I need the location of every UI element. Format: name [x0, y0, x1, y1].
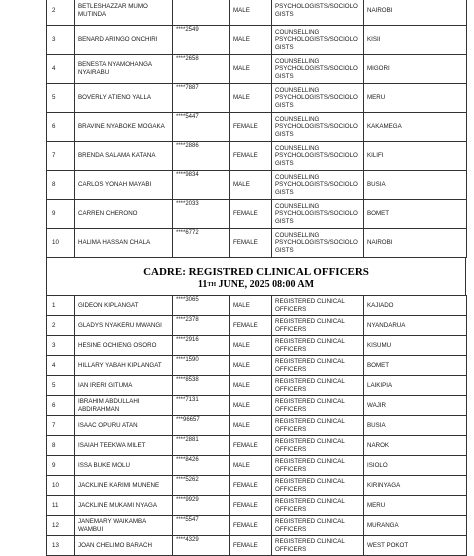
candidate-name-cell: JACKLINE MUKAMI NYAGA [75, 496, 173, 516]
candidate-name-cell: ISAIAH TEEKWA MILET [75, 436, 173, 456]
gender-cell: FEMALE [230, 496, 272, 516]
candidate-name-cell: JANEMARY WAIKAMBA WAMBUI [75, 516, 173, 536]
row-number-cell: 5 [47, 376, 75, 396]
cadre-cell: REGISTERED CLINICAL OFFICERS [272, 436, 364, 456]
row-number-cell: 9 [47, 200, 75, 229]
table-row [47, 142, 467, 171]
id-number-cell [173, 0, 230, 26]
date-rest: JUNE, 2025 08:00 AM [216, 279, 315, 290]
county-cell: KAKAMEGA [364, 113, 467, 142]
table-row [47, 356, 467, 376]
candidate-name-cell: IBRAHIM ABDULLAHI ABDIRAHMAN [75, 396, 173, 416]
candidate-name-cell: BRAVINE NYABOKE MOGAKA [75, 113, 173, 142]
gender-cell: FEMALE [230, 316, 272, 336]
cadre-cell: REGISTERED CLINICAL OFFICERS [272, 516, 364, 536]
id-number-cell: ****9834 [173, 171, 230, 200]
county-cell: NYANDARUA [364, 316, 467, 336]
county-cell: NAIROBI [364, 229, 467, 258]
table-row [47, 200, 467, 229]
candidate-name-cell: ISSA BUKE MOLU [75, 456, 173, 476]
county-cell: NAIROBI [364, 0, 467, 26]
gender-cell: MALE [230, 26, 272, 55]
date-day: 11 [197, 279, 208, 290]
gender-cell: MALE [230, 416, 272, 436]
cadre-cell: REGISTERED CLINICAL OFFICERS [272, 476, 364, 496]
id-number-cell: ****5447 [173, 113, 230, 142]
cadre-cell: REGISTERED CLINICAL OFFICERS [272, 356, 364, 376]
document-page [46, 0, 466, 556]
cadre-cell: COUNSELLING PSYCHOLOGISTS/SOCIOLO GISTS [272, 229, 364, 258]
cadre-cell: COUNSELLING PSYCHOLOGISTS/SOCIOLO GISTS [272, 84, 364, 113]
row-number-cell: 7 [47, 416, 75, 436]
gender-cell: FEMALE [230, 476, 272, 496]
row-number-cell: 4 [47, 356, 75, 376]
table-row [47, 336, 467, 356]
table-row [47, 496, 467, 516]
row-number-cell: 2 [47, 0, 75, 26]
county-cell: BUSIA [364, 171, 467, 200]
county-cell: MURANGA [364, 516, 467, 536]
gender-cell: MALE [230, 376, 272, 396]
gender-cell: FEMALE [230, 436, 272, 456]
candidate-name-cell: GLADYS NYAKERU MWANGI [75, 316, 173, 336]
table-row [47, 516, 467, 536]
table-row [47, 171, 467, 200]
county-cell: BUSIA [364, 416, 467, 436]
gender-cell: MALE [230, 456, 272, 476]
row-number-cell: 5 [47, 84, 75, 113]
county-cell: BOMET [364, 356, 467, 376]
gender-cell: FEMALE [230, 200, 272, 229]
id-number-cell: ****9929 [173, 496, 230, 516]
schedule-date [47, 279, 465, 291]
table-row [47, 0, 467, 26]
cadre-cell: REGISTERED CLINICAL OFFICERS [272, 316, 364, 336]
candidate-name-cell: CARREN CHERONO [75, 200, 173, 229]
row-number-cell: 8 [47, 436, 75, 456]
candidate-name-cell: BRENDA SALAMA KATANA [75, 142, 173, 171]
candidate-name-cell: BETLESHAZZAR MUMO MUTINDA [75, 0, 173, 26]
candidate-name-cell: HALIMA HASSAN CHALA [75, 229, 173, 258]
candidate-name-cell: CARLOS YONAH MAYABI [75, 171, 173, 200]
table-row [47, 55, 467, 84]
candidate-name-cell: JACKLINE KARIMI MUNENE [75, 476, 173, 496]
cadre-cell: COUNSELLING PSYCHOLOGISTS/SOCIOLO GISTS [272, 26, 364, 55]
id-number-cell: ****8538 [173, 376, 230, 396]
county-cell: NAROK [364, 436, 467, 456]
id-number-cell: ****2886 [173, 142, 230, 171]
row-number-cell: 8 [47, 171, 75, 200]
id-number-cell: ****2378 [173, 316, 230, 336]
candidate-name-cell: GIDEON KIPLANGAT [75, 296, 173, 316]
candidate-name-cell: ISAAC OPURU ATAN [75, 416, 173, 436]
table-row [47, 26, 467, 55]
row-number-cell: 6 [47, 396, 75, 416]
table-row [47, 396, 467, 416]
candidate-name-cell: BOVERLY ATIENO YALLA [75, 84, 173, 113]
clinical-officers-table-body [47, 296, 467, 556]
county-cell: KISUMU [364, 336, 467, 356]
row-number-cell: 10 [47, 476, 75, 496]
cadre-cell: COUNSELLING PSYCHOLOGISTS/SOCIOLO GISTS [272, 171, 364, 200]
gender-cell: MALE [230, 336, 272, 356]
candidate-name-cell: BENESTA NYAMOHANGA NYAIRABU [75, 55, 173, 84]
row-number-cell: 1 [47, 296, 75, 316]
row-number-cell: 13 [47, 536, 75, 556]
cadre-cell: REGISTERED CLINICAL OFFICERS [272, 296, 364, 316]
id-number-cell: ****5262 [173, 476, 230, 496]
table-row [47, 536, 467, 556]
table-row [47, 316, 467, 336]
row-number-cell: 3 [47, 336, 75, 356]
id-number-cell: ****5547 [173, 516, 230, 536]
row-number-cell: 11 [47, 496, 75, 516]
gender-cell: MALE [230, 0, 272, 26]
row-number-cell: 4 [47, 55, 75, 84]
table-row [47, 84, 467, 113]
candidate-name-cell: JOAN CHELIMO BARACH [75, 536, 173, 556]
gender-cell: FEMALE [230, 516, 272, 536]
counselling-table [46, 0, 467, 258]
id-number-cell: ****3065 [173, 296, 230, 316]
id-number-cell: ****2549 [173, 26, 230, 55]
cadre-cell: REGISTERED CLINICAL OFFICERS [272, 496, 364, 516]
table-row [47, 376, 467, 396]
cadre-cell: REGISTERED CLINICAL OFFICERS [272, 416, 364, 436]
row-number-cell: 9 [47, 456, 75, 476]
id-number-cell: ****8426 [173, 456, 230, 476]
county-cell: KAJIADO [364, 296, 467, 316]
id-number-cell: ****2916 [173, 336, 230, 356]
id-number-cell: ****7887 [173, 84, 230, 113]
id-number-cell: ****2881 [173, 436, 230, 456]
gender-cell: FEMALE [230, 142, 272, 171]
date-suffix: TH [207, 282, 217, 288]
gender-cell: MALE [230, 55, 272, 84]
row-number-cell: 2 [47, 316, 75, 336]
cadre-cell: REGISTERED CLINICAL OFFICERS [272, 376, 364, 396]
gender-cell: MALE [230, 296, 272, 316]
candidate-name-cell: HILLARY YABAH KIPLANGAT [75, 356, 173, 376]
gender-cell: FEMALE [230, 113, 272, 142]
id-number-cell: ****2658 [173, 55, 230, 84]
table-row [47, 456, 467, 476]
cadre-cell: REGISTERED CLINICAL OFFICERS [272, 536, 364, 556]
county-cell: ISIOLO [364, 456, 467, 476]
id-number-cell: ****4329 [173, 536, 230, 556]
county-cell: KILIFI [364, 142, 467, 171]
row-number-cell: 10 [47, 229, 75, 258]
county-cell: MIGORI [364, 55, 467, 84]
county-cell: KIRINYAGA [364, 476, 467, 496]
county-cell: LAIKIPIA [364, 376, 467, 396]
county-cell: MERU [364, 84, 467, 113]
id-number-cell: ****1590 [173, 356, 230, 376]
cadre-cell: REGISTERED CLINICAL OFFICERS [272, 456, 364, 476]
row-number-cell: 3 [47, 26, 75, 55]
gender-cell: MALE [230, 356, 272, 376]
county-cell: WEST POKOT [364, 536, 467, 556]
table-row [47, 296, 467, 316]
table-row [47, 436, 467, 456]
cadre-cell: PSYCHOLOGISTS/SOCIOLO GISTS [272, 0, 364, 26]
candidate-name-cell: HESINE OCHIENG OSORO [75, 336, 173, 356]
table-row [47, 113, 467, 142]
cadre-cell: REGISTERED CLINICAL OFFICERS [272, 336, 364, 356]
county-cell: WAJIR [364, 396, 467, 416]
county-cell: MERU [364, 496, 467, 516]
table-row [47, 229, 467, 258]
county-cell: BOMET [364, 200, 467, 229]
gender-cell: MALE [230, 396, 272, 416]
id-number-cell: ****7131 [173, 396, 230, 416]
row-number-cell: 7 [47, 142, 75, 171]
table-row [47, 416, 467, 436]
section-heading [46, 258, 466, 295]
row-number-cell: 6 [47, 113, 75, 142]
gender-cell: MALE [230, 171, 272, 200]
id-number-cell: ****2033 [173, 200, 230, 229]
cadre-cell: COUNSELLING PSYCHOLOGISTS/SOCIOLO GISTS [272, 55, 364, 84]
gender-cell: FEMALE [230, 229, 272, 258]
counselling-table-body [47, 0, 467, 258]
clinical-officers-table [46, 295, 467, 556]
id-number-cell: ***96657 [173, 416, 230, 436]
cadre-cell: COUNSELLING PSYCHOLOGISTS/SOCIOLO GISTS [272, 200, 364, 229]
cadre-cell: COUNSELLING PSYCHOLOGISTS/SOCIOLO GISTS [272, 113, 364, 142]
id-number-cell: ****6772 [173, 229, 230, 258]
candidate-name-cell: BENARD ARINGO ONCHIRI [75, 26, 173, 55]
table-row [47, 476, 467, 496]
candidate-name-cell: IAN IRERI GITUMA [75, 376, 173, 396]
cadre-cell: REGISTERED CLINICAL OFFICERS [272, 396, 364, 416]
row-number-cell: 12 [47, 516, 75, 536]
cadre-cell: COUNSELLING PSYCHOLOGISTS/SOCIOLO GISTS [272, 142, 364, 171]
gender-cell: FEMALE [230, 536, 272, 556]
gender-cell: MALE [230, 84, 272, 113]
cadre-title: CADRE: REGISTRED CLINICAL OFFICERS [143, 266, 369, 278]
county-cell: KISII [364, 26, 467, 55]
